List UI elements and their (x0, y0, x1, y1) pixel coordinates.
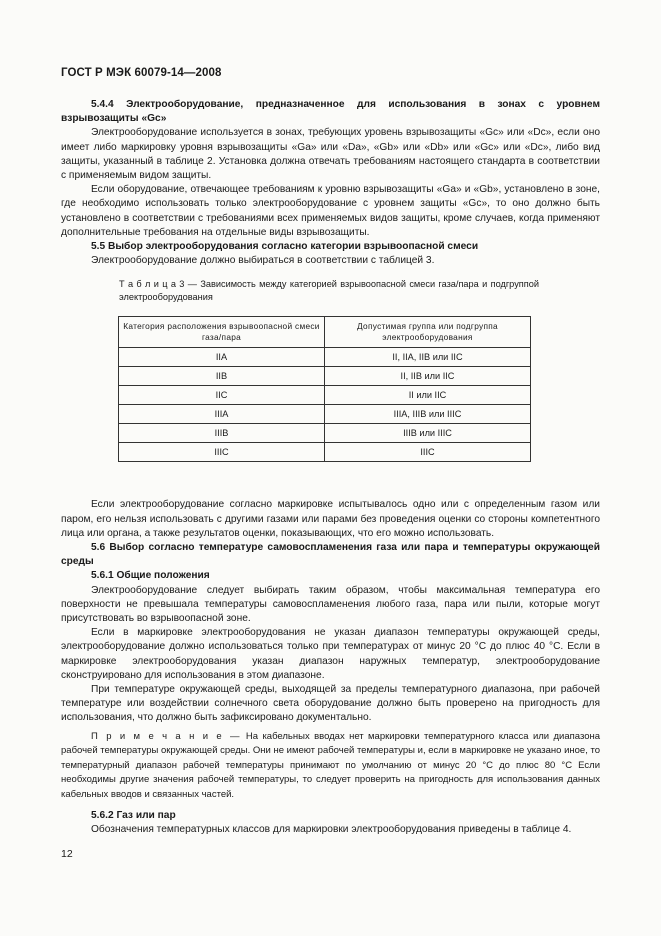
table-column-header: Допустимая группа или подгруппа электрооборудования (325, 317, 531, 348)
paragraph: Электрооборудование должно выбираться в соответствии с таблицей 3. (91, 255, 435, 267)
table-cell: IIB (119, 367, 325, 386)
table-row (119, 348, 531, 367)
table-3-caption (119, 278, 539, 304)
paragraph: При температуре окружающей среды, выходящей за пределы температурного диапазона, при рабочей температуре или воздействии солнечного света оборудование должно быть проверено на пригодность для использования, что должно быть зафиксировано документально. (61, 684, 600, 724)
section-5-6-2-heading: 5.6.2 Газ или пар (91, 809, 176, 821)
table-row (119, 443, 531, 462)
paragraph: Электрооборудование используется в зонах, требующих уровень взрывозащиты «Gc» или «Dc», если оно имеет либо маркировку уровня взрывозащиты «Ga» или «Da», «Gb» или «Db» или «Gc» или «Dc», либо вид защиты, указанный в таблице 2. Установка должна отвечать требованиям настоящего стандарта в соответствии с применяемым видом защиты. (61, 127, 600, 182)
note-label: П р и м е ч а н и е — (91, 730, 242, 742)
table-cell: II, IIB или IIC (325, 367, 531, 386)
table-cell: II или IIC (325, 386, 531, 405)
table-cell: IIIA, IIIB или IIIC (325, 405, 531, 424)
table-row (119, 367, 531, 386)
document-header: ГОСТ Р МЭК 60079-14—2008 (61, 67, 222, 79)
paragraph: Обозначения температурных классов для маркировки электрооборудования приведены в таблице 4. (91, 823, 572, 835)
paragraph: Если оборудование, отвечающее требованиям к уровню взрывозащиты «Ga» и «Gb», установлено в зоне, где необходимо использовать только электрооборудование с уровнем защиты «Gc», то оно должно быть установлено в соответствии с требованиями всех применяемых видов защиты, кроме случаев, когда применяют дополнительные требования на отдельные виды взрывозащиты. (61, 184, 600, 238)
page-number: 12 (61, 848, 73, 860)
paragraph: Электрооборудование следует выбирать таким образом, чтобы максимальная температура его поверхности не превышала температуры самовоспламенения любого газа, пара или пыли, которые могут присутствовать во взрывоопасной зоне. (61, 584, 600, 625)
table-cell: IIIB или IIIC (325, 424, 531, 443)
paragraph: Если в маркировке электрооборудования не указан диапазон температуры окружающей среды, электрооборудование должно использоваться только при температурах от минус 20 °С до плюс 40 °С. Если в маркировке электрооборудования указан диапазон наружных температур, электрооборудование сконструировано для использования в этом диапазоне. (61, 627, 600, 681)
table-row (119, 424, 531, 443)
table-cell: IIIB (119, 424, 325, 443)
table-3 (118, 316, 531, 462)
section-5-5-heading: 5.5 Выбор электрооборудования согласно категории взрывоопасной смеси (91, 241, 479, 253)
table-caption-text: Зависимость между категорией взрывоопасной смеси газа/пара и подгруппой электрооборудования (119, 279, 539, 303)
table-cell: IIIC (325, 443, 531, 462)
table-caption-label: Т а б л и ц а 3 — (119, 279, 197, 290)
section-5-6-heading: 5.6 Выбор согласно температуре самовоспламенения газа или пара и температуры окружающей среды (61, 542, 600, 568)
table-cell: IIA (119, 348, 325, 367)
section-5-6-1-heading: 5.6.1 Общие положения (91, 570, 210, 582)
note-text: На кабельных вводах нет маркировки температурного класса или диапазона рабочей температуры окружающей среды. Они не имеют рабочей температуры и, если в маркировке не указано иное, то температурный диапазон рабочей температуры принимают по умолчанию от минус 20 °С до плюс 80 °С Если необходимы другие значения рабочей температуры, то следует проверить на пригодность для использования данных кабельных вводов и связанных частей. (61, 730, 601, 801)
table-cell: IIIA (119, 405, 325, 424)
table-cell: IIC (119, 386, 325, 405)
table-cell: IIIC (119, 443, 325, 462)
note-paragraph (61, 730, 600, 803)
section-5-4-4-heading: 5.4.4 Электрооборудование, предназначенное для использования в зонах с уровнем взрывозащиты «Gc» (61, 99, 600, 125)
table-header-row (119, 317, 531, 348)
document-body (61, 98, 600, 837)
table-row (119, 405, 531, 424)
table-row (119, 386, 531, 405)
table-column-header: Категория расположения взрывоопасной смеси газа/пара (119, 317, 325, 348)
table-cell: II, IIA, IIB или IIC (325, 348, 531, 367)
paragraph: Если электрооборудование согласно маркировке испытывалось одно или с определенным газом или паром, его нельзя использовать с другими газами или парами без проведения оценки со стороны компетентного лица или органа, а также результатов оценки, показывающих, что его можно использовать. (61, 499, 600, 539)
